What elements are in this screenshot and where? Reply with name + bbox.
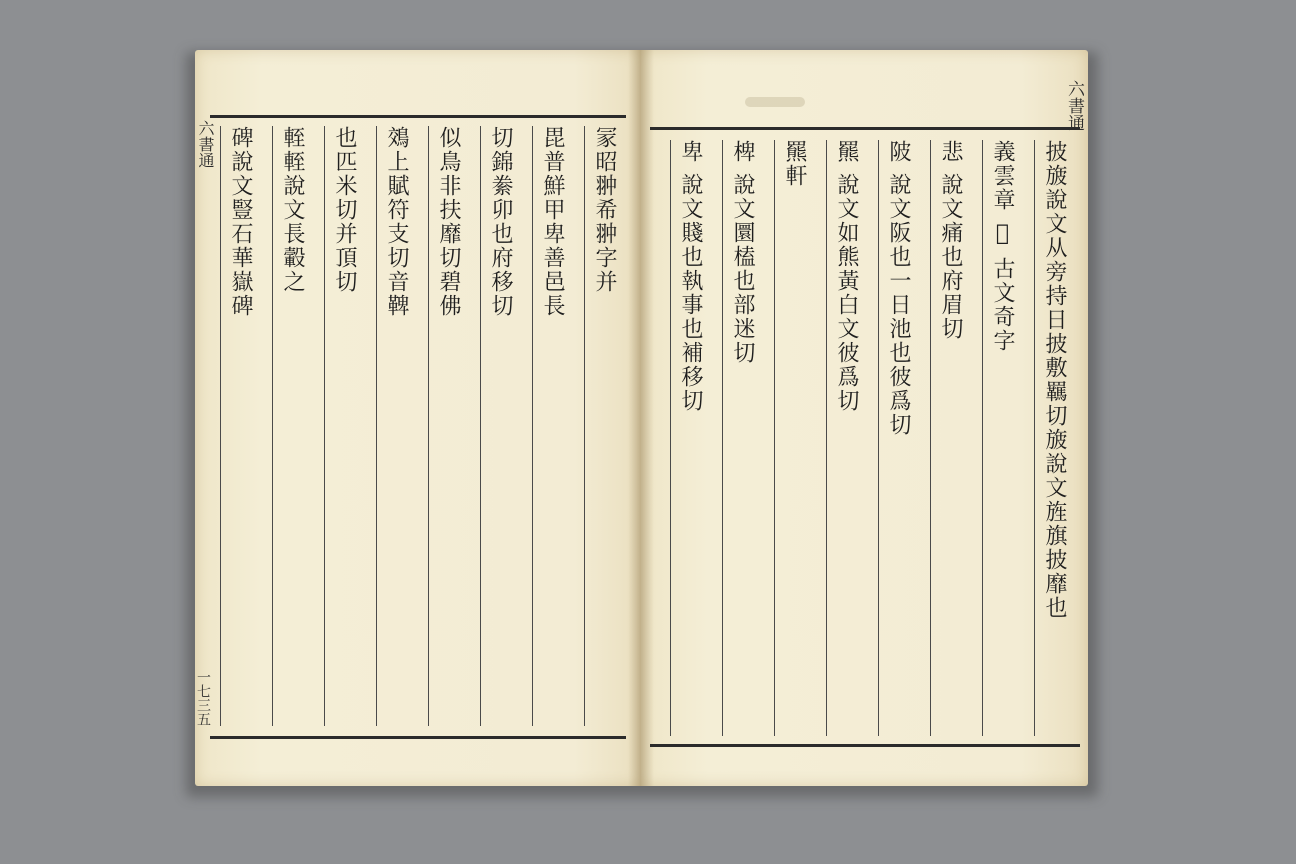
text-column: 椑 說文圜榼也部迷切: [722, 140, 761, 736]
left-margin-title: 六書通: [196, 120, 215, 168]
text-column: 冡昭翀希翀字并: [584, 126, 623, 726]
text-column: 似鳥非扶靡切碧佛: [428, 126, 467, 726]
right-text-frame: [650, 127, 1080, 747]
page-stain: [745, 97, 805, 107]
text-column: 卑 說文賤也執事也補移切: [670, 140, 709, 736]
text-column: 羆軒: [774, 140, 813, 736]
text-column: 披旇說文从旁持日披敷羈切旇說文旌旗披靡也: [1034, 140, 1073, 736]
text-column: 毘普鮮甲卑善邑長: [532, 126, 571, 726]
text-column: 也匹米切并頂切: [324, 126, 363, 726]
left-text-frame: [210, 115, 626, 739]
text-column: 悲 說文痛也府眉切: [930, 140, 969, 736]
text-column: 義雲章 𢼸 古文奇字: [982, 140, 1021, 736]
text-column: 羆 說文如熊黃白文彼爲切: [826, 140, 865, 736]
text-column: 碑說文豎石華嶽碑: [220, 126, 259, 726]
left-page-number: 一七三五: [195, 670, 211, 726]
text-column: 切錦絭卯也府移切: [480, 126, 519, 726]
text-column: 輊輊說文長轂之: [272, 126, 311, 726]
text-column: 陂 說文阪也一日池也彼爲切: [878, 140, 917, 736]
text-column: 鵁上賦符支切音鞞: [376, 126, 415, 726]
right-margin-title: 六書通: [1064, 80, 1084, 131]
